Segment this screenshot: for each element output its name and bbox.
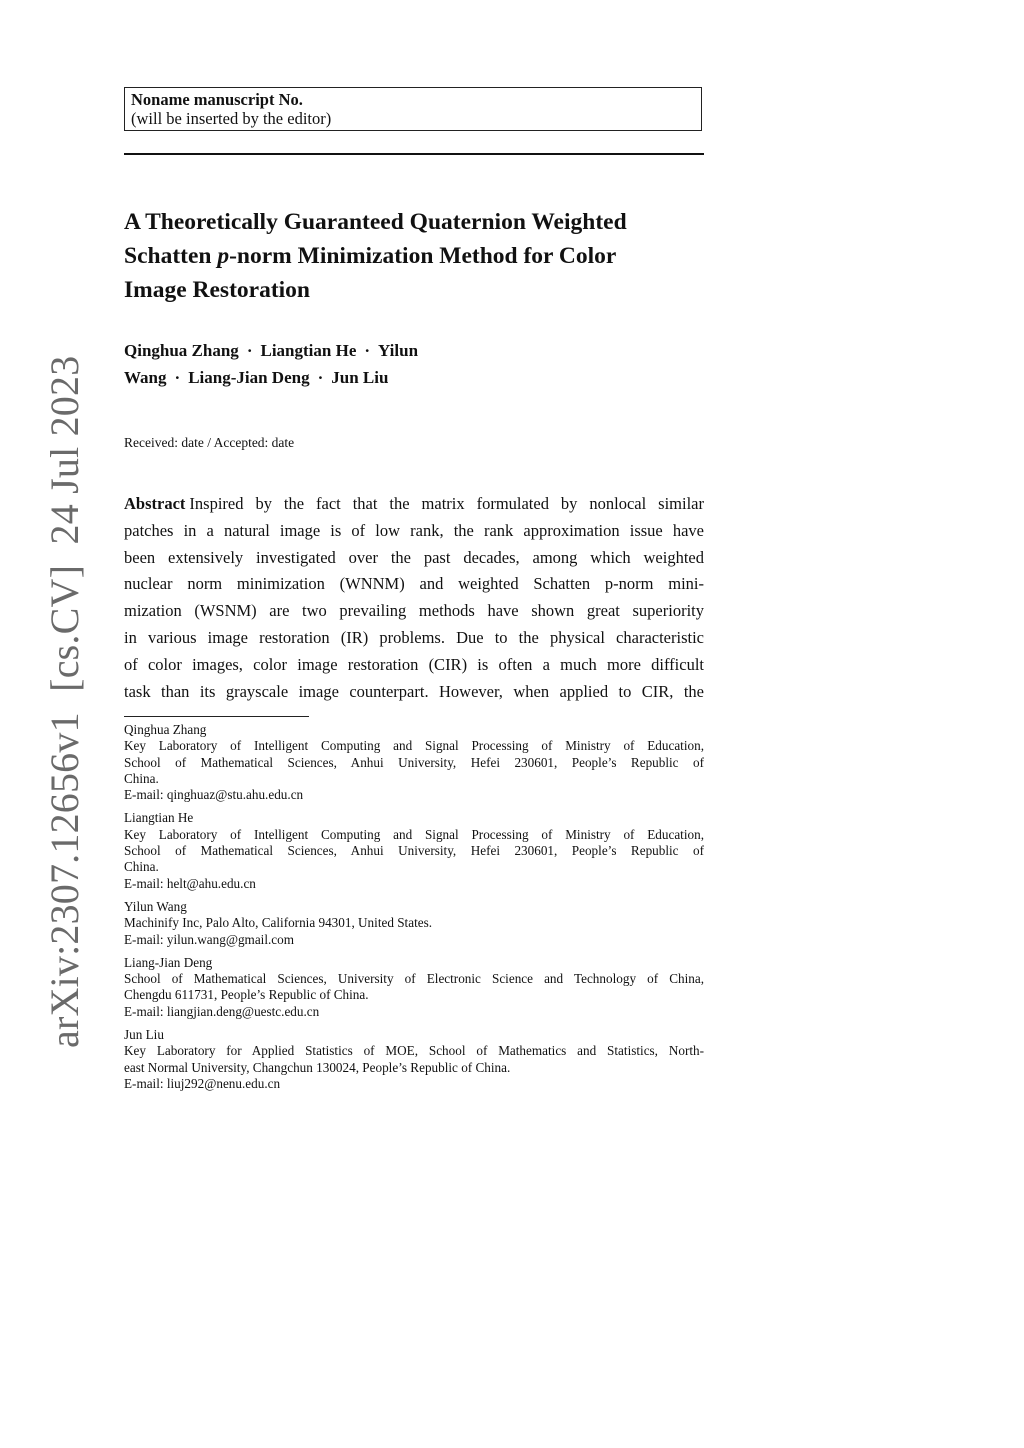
affiliation-line: Chengdu 611731, People’s Republic of China. [124, 987, 369, 1003]
author-name: Liangtian He [260, 341, 357, 360]
affiliation-line: School of Mathematical Sciences, Anhui University, Hefei 230601, People’s Republic of [124, 754, 704, 770]
author-separator: · [317, 368, 324, 387]
title-line-2-pre: Schatten [124, 243, 218, 269]
affiliation-email: E-mail: qinghuaz@stu.ahu.edu.cn [124, 787, 304, 803]
abstract-line: mization (WSNM) are two prevailing methods have shown great superiority [124, 601, 704, 621]
affiliation-email: E-mail: yilun.wang@gmail.com [124, 931, 294, 947]
affiliation-name: Qinghua Zhang [124, 722, 207, 737]
manuscript-box [124, 87, 702, 131]
affiliation-deng [124, 955, 704, 1020]
affiliation-line: Key Laboratory of Intelligent Computing and Signal Processing of Ministry of Education, [124, 826, 704, 842]
footnote-rule [124, 716, 309, 717]
affiliation-line: School of Mathematical Sciences, University of Electronic Science and Technology of China, [124, 971, 704, 987]
affiliation-line: China. [124, 770, 159, 786]
affiliation-email: E-mail: liangjian.deng@uestc.edu.cn [124, 1003, 320, 1019]
title-line-3: Image Restoration [124, 277, 311, 303]
top-rule [124, 153, 704, 155]
abstract-line: nuclear norm minimization (WNNM) and weighted Schatten p-norm mini- [124, 574, 704, 594]
title-line-1: A Theoretically Guaranteed Quaternion Weighted [124, 209, 627, 235]
affiliation-zhang [124, 722, 704, 803]
arxiv-identifier-stamp: arXiv:2307.12656v1 [cs.CV] 24 Jul 2023 [42, 355, 87, 1048]
abstract-line: patches in a natural image is of low rank, the rank approximation issue have [124, 520, 704, 540]
author-separator: · [364, 341, 371, 360]
abstract-line: task than its grayscale image counterpart. However, when applied to CIR, the [124, 681, 704, 701]
affiliation-line: School of Mathematical Sciences, Anhui University, Hefei 230601, People’s Republic of [124, 843, 704, 859]
author-separator: · [246, 341, 253, 360]
affiliation-line: Key Laboratory for Applied Statistics of MOE, School of Mathematics and Statistics, North- [124, 1043, 704, 1059]
affiliation-email: E-mail: liuj292@nenu.edu.cn [124, 1075, 281, 1091]
affiliation-line: Machinify Inc, Palo Alto, California 94301, United States. [124, 915, 433, 931]
affiliation-he [124, 810, 704, 891]
affiliation-liu [124, 1027, 704, 1092]
author-line-2 [124, 364, 704, 391]
author-name: Jun Liu [331, 368, 389, 387]
manuscript-title: Noname manuscript No. [131, 90, 303, 109]
abstract [124, 491, 704, 705]
abstract-line: in various image restoration (IR) problems. Due to the physical characteristic [124, 627, 704, 647]
affiliation-name: Liang-Jian Deng [124, 954, 213, 970]
author-line-1 [124, 337, 704, 364]
manuscript-note: (will be inserted by the editor) [131, 109, 332, 128]
abstract-label: Abstract [124, 494, 186, 513]
affiliation-line: east Normal University, Changchun 130024, People’s Republic of China. [124, 1059, 511, 1075]
author-name: Wang [124, 368, 167, 387]
affiliation-wang [124, 899, 704, 948]
abstract-line: been extensively investigated over the past decades, among which weighted [124, 547, 704, 567]
author-separator: · [174, 368, 181, 387]
affiliation-name: Liangtian He [124, 810, 194, 826]
affiliation-line: Key Laboratory of Intelligent Computing and Signal Processing of Ministry of Education, [124, 738, 704, 754]
abstract-line [124, 491, 704, 518]
abstract-line-text: Inspired by the fact that the matrix formulated by nonlocal similar [189, 494, 704, 513]
affiliation-email: E-mail: helt@ahu.edu.cn [124, 875, 256, 891]
affiliation-line: China. [124, 859, 159, 875]
paper-title [124, 205, 704, 307]
affiliation-name: Yilun Wang [124, 898, 187, 914]
received-accepted-dates: Received: date / Accepted: date [124, 435, 295, 450]
title-line-2 [124, 239, 704, 273]
title-var-p: p [217, 243, 230, 269]
affiliation-name: Jun Liu [124, 1027, 164, 1043]
author-name: Yilun [378, 341, 419, 360]
affiliations [124, 722, 704, 1099]
abstract-line: of color images, color image restoration (CIR) is often a much more difficult [124, 654, 704, 674]
author-list [124, 337, 704, 391]
title-line-2-post: -norm Minimization Method for Color [229, 243, 617, 269]
author-name: Qinghua Zhang [124, 341, 239, 360]
author-name: Liang-Jian Deng [188, 368, 310, 387]
